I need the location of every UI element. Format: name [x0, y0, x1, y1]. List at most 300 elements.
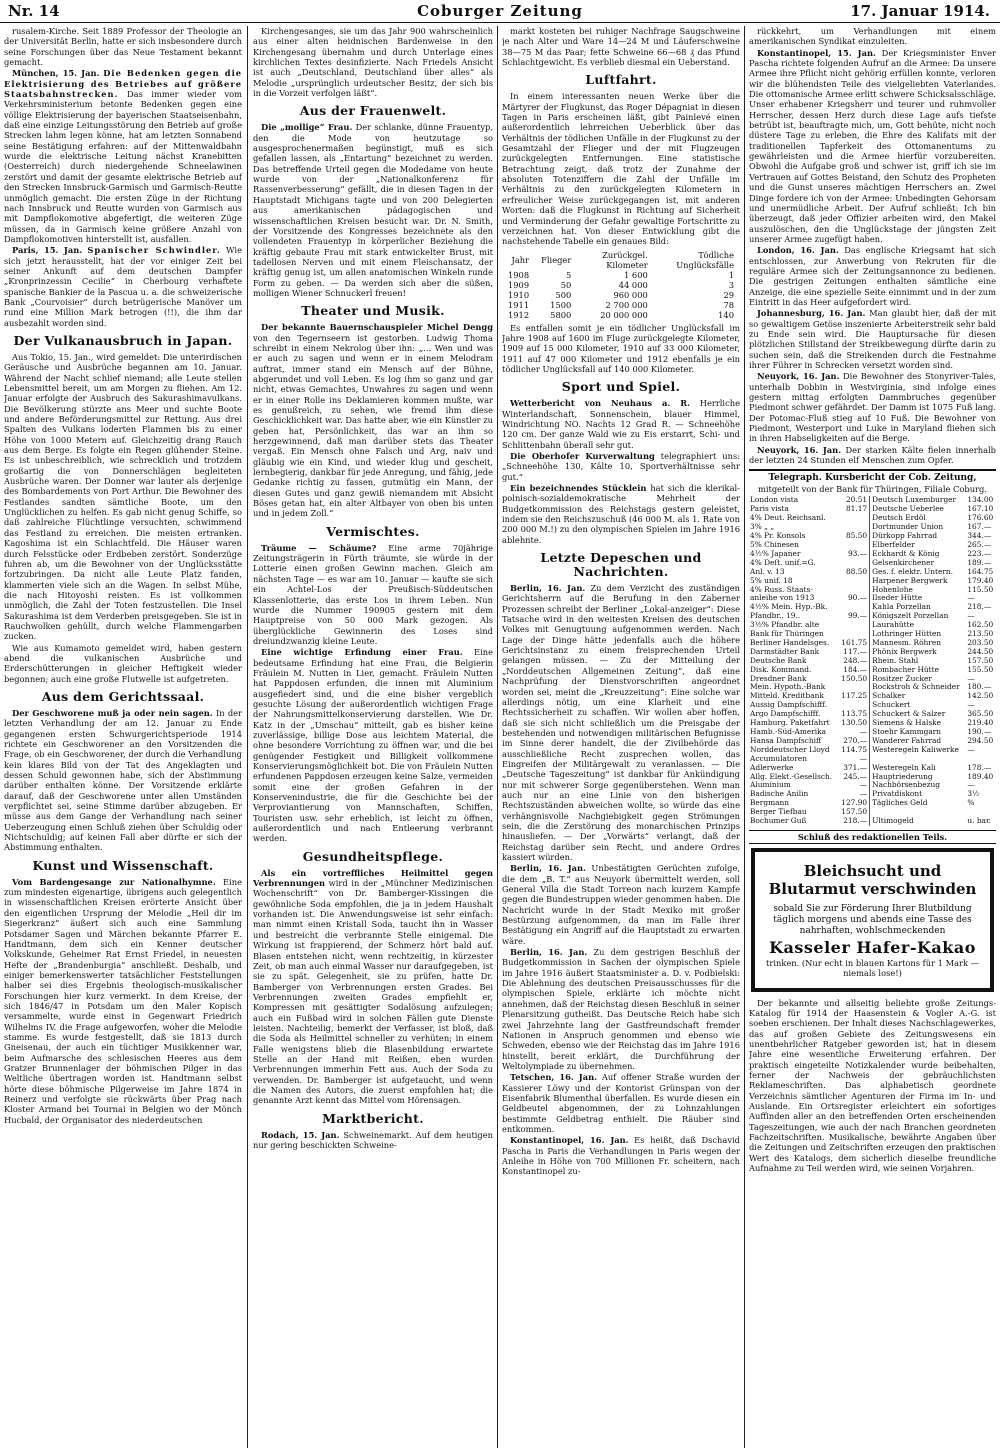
- dateline: Neuyork, 16. Jan.: [757, 371, 840, 382]
- stock-quote-row: [749, 630, 996, 639]
- security-name: 4½% Mein. Hyp.-Bk.: [750, 603, 828, 612]
- article-text: Kirchengesanges, sie um das Jahr 900 wahrscheinlich aus einer alten heidnischen Bardenweise in den Kirchengesang übernahm und durch Unterlage eines kirchlichen Textes desinfizierte. Nach Friedels Ansicht ist auch „Deutschland, Deutschland über alles“ als Melodie „ursprünglich urdeutscher Besitz, der sich bis in die Vorzeit verfolgen läßt“.: [253, 26, 493, 99]
- dateline: London, 16. Jan.: [757, 245, 839, 256]
- article-text: Auf offener Straße wurden der Kassierer Löwy und der Kontorist Grünspan von der Eisenfabrik Blumenthal überfallen. Es wurde diesen ein Geldbeutel abgenommen, der zu Lohnzahlungen bestimmte Geldbetrag enthielt. Die Räuber sind entkommen.: [502, 1072, 740, 1134]
- security-price: 184.—: [838, 666, 869, 675]
- column-rule: [744, 26, 745, 1448]
- security-price: 134.00: [967, 496, 994, 505]
- security-price: 189.40: [967, 772, 994, 781]
- security-name: Tägliches Geld: [872, 799, 928, 808]
- security-name: 4% Deut. Reichsanl.: [750, 514, 826, 523]
- table-cell: 29: [723, 289, 734, 300]
- security-price: 115.50: [967, 585, 994, 594]
- security-price: 180.—: [967, 683, 992, 692]
- security-price: 90.—: [838, 594, 869, 603]
- security-name: Hohenlohe: [872, 585, 913, 594]
- security-price: 203.50: [967, 638, 994, 647]
- stock-quote-row: [749, 817, 996, 826]
- security-name: 4% Deſt. unif.=G.: [750, 558, 816, 567]
- security-price: 294.50: [967, 736, 994, 745]
- article-text: Herrliche Winterlandschaft, Sonnenschein, blauer Himmel, Windrichtung NO. Nachts 12 Grad R. — Schneehöhe 120 cm. Der ganze Wald wie zu Eis erstarrt, Schi- und Schlittenbahn überall sehr gut.: [502, 398, 740, 450]
- security-price: 365.50: [967, 710, 994, 719]
- table-cell: 2 700 000: [605, 299, 648, 310]
- stock-quote-row: [749, 594, 996, 603]
- ad-text: sobald Sie zur Förderung Ihrer Blutbildung täglich morgens und abends eine Tasse des nahrhaften, wohlschmeckenden: [773, 904, 972, 937]
- security-name: Disk. Kommand.: [750, 665, 812, 674]
- table-cell: 1: [728, 269, 734, 280]
- security-price: [838, 577, 869, 586]
- article-headline: Träume — Schäume?: [261, 542, 377, 553]
- security-price: 176.60: [967, 514, 994, 523]
- section-heading: Aus der Frauenwelt.: [299, 103, 447, 119]
- article-text: Der Kriegsminister Enver Pascha richtete folgenden Aufruf an die Armee: Da unsere Armee ihre Pflicht nicht gehörig erfüllen konnte, verloren wir die blühendsten Teile des vielgeliebten Vaterlandes. Die ottomanische Armee erlitt schwere Schicksalsschläge. Unser erhabener Kriegsherr und teurer und ruhmvoller Herrscher, dessen Herz durch diese Lage aufs tiefste betrübt ist, beauftragte mich, um, Gott behüte, nicht noch düstere Tage zu erleben, die Ehre des Kalifats mit der traditionellen Tapferkeit des Ottomanentums zu gewährleisten und die Armee hierfür vorzubereiten. Obwohl die Aufgabe groß und schwer ist, griff ich sie im Vertrauen auf Gottes Beistand, den Schutz des Propheten und die Gunst unseres mächtigen Herrschers an. Zwei Dinge fordere ich von der Armee: Unbedingten Gehorsam und unermüdliche Arbeit. Der Aufruf schließt: Ich bin überzeugt, daß jeder Offizier arbeiten wird, den Makel auszulöschen, den die Unglückstage der jüngsten Zeit unserer Armee zugefügt haben.: [749, 47, 996, 244]
- security-price: 3½: [967, 790, 980, 799]
- security-price: 162.50: [967, 621, 994, 630]
- security-name: Hamburg. Paketfahrt: [750, 719, 830, 728]
- security-name: [870, 755, 967, 764]
- security-name: Norddeutscher Lloyd: [750, 745, 830, 754]
- security-name: Königszelt Porzellan: [872, 612, 949, 621]
- security-price: 164.75: [967, 567, 994, 576]
- article-paris: [4, 245, 242, 328]
- security-name: Privatdiskont: [872, 790, 923, 799]
- dispatch: [502, 947, 740, 1071]
- security-name: Dresdner Bank: [750, 674, 807, 683]
- section-heading: Gesundheitspflege.: [302, 848, 444, 864]
- article-text: telegraphiert uns: „Schneehöhe 130, Kälte 10, Sportverhältnisse sehr gut.“: [502, 450, 740, 482]
- security-name: Deutsche Bank: [750, 656, 807, 665]
- article-text: Die Bewohner des Stonyriver-Tales, unterhalb Dobbin in Westvirginia, sind infolge eines gestern mittag erfolgten Dammbruches gegenüber Piedmont schwer gefährdet. Der Damm ist 1075 Fuß lang. Der Potomac-Fluß stieg auf 10 Fuß. Die Bewohner von Piedmont, Westerport und Luke in Maryland fliehen sich in ihren Habseligkeiten auf die Berge.: [749, 371, 996, 444]
- security-price: [838, 630, 869, 639]
- security-price: 85.50: [838, 532, 869, 541]
- security-price: 20.51: [838, 496, 869, 505]
- security-name: Adlerwerke: [750, 763, 794, 772]
- article-text: Es entfallen somit je ein tödlicher Unglücksfall im Jahre 1908 auf 1600 im Fluge zurückgelegte Kilometer, 1909 auf 15 000 Kilometer, 1910 auf 33 000 Kilometer, 1911 auf 47 000 Kilometer und 1912 ebenfalls je ein tödlicher Unglücksfall auf 140 000 Kilometer.: [502, 322, 740, 374]
- table-cell: 5: [566, 269, 572, 280]
- security-name: Darmstädter Bank: [750, 647, 820, 656]
- security-price: 130.50: [838, 719, 869, 728]
- security-name: Berliner Handelsges.: [750, 638, 830, 647]
- security-price: 93.—: [838, 550, 869, 559]
- security-name: Bank für Thüringen: [750, 630, 824, 639]
- article-text: Schweinemarkt. Auf dem heutigen nur gering beschickten Schweine-: [253, 1129, 493, 1150]
- security-name: 5% unif. 18: [750, 576, 793, 585]
- dispatch: [502, 1135, 740, 1176]
- stock-quote-row: [749, 808, 996, 817]
- table-cell: 500: [555, 289, 572, 300]
- security-name: Bergmann: [750, 799, 790, 808]
- security-name: Badische Anilin: [750, 790, 809, 799]
- security-price: [838, 603, 869, 612]
- article-headline: Der Geschworene muß ja oder nein sagen.: [12, 707, 213, 718]
- security-price: 223.—: [967, 549, 992, 558]
- table-header: Zurückgel. Kilometer: [602, 249, 648, 270]
- dispatch: [749, 48, 996, 245]
- security-price: 157.50: [967, 656, 994, 665]
- security-price: —: [967, 594, 975, 603]
- stock-report-subtitle: mitgeteilt von der Bank für Thüringen, Filiale Coburg.: [758, 484, 987, 495]
- article-erfindung: [253, 647, 493, 844]
- ad-headline: Bleichsucht und Blutarmut verschwinden: [768, 862, 977, 899]
- security-price: 344.—: [967, 532, 992, 541]
- security-name: Deutsch Erdöl: [872, 514, 926, 523]
- security-price: [838, 559, 869, 568]
- security-name: Westeregeln Kaliwerke: [872, 745, 959, 754]
- security-name: Siemens & Halske: [872, 719, 942, 728]
- stock-quote-row: [749, 541, 996, 550]
- security-name: Allg. Elekt.-Gesellsch.: [750, 772, 833, 781]
- section-heading: Aus dem Gerichtssaal.: [41, 688, 205, 704]
- article-text: Zu dem gestrigen Beschluß der Budgetkommission in Sachen der olympischen Spiele im Jahre 1916 äußert Staatsminister a. D. v. Podbielski: Die Ablehnung des deutschen Preisausschusses für die olympischen Spiele, erklärte ich möchte nicht annehmen, daß der Reichstag diesen Beschluß in seiner Plenarsitzung gutheißt. Das Deutsche Reich habe sich zwei Jahrzehnte lang der Gastfreundschaft fremder Nationen in Anspruch genommen und ebenso wie Schweden, ebenso wie der Reichstag das im Jahre 1916 hinstellt, bereit erklärt, die Durchführung der Weltolympiade zu übernehmen.: [502, 947, 740, 1071]
- table-header: Jahr: [511, 254, 530, 265]
- security-name: Laurahütte: [872, 621, 914, 630]
- security-price: 265.—: [967, 540, 992, 549]
- masthead: [0, 0, 1000, 23]
- stock-quote-row: [749, 514, 996, 523]
- stock-quote-row: [749, 577, 996, 586]
- stock-quote-row: [749, 701, 996, 710]
- security-name: Rositzer Zucker: [872, 674, 932, 683]
- stock-quote-row: [749, 728, 996, 737]
- security-price: [838, 523, 869, 532]
- security-name: anleihe von 1913: [750, 594, 815, 603]
- security-name: 4½% Japaner: [750, 549, 801, 558]
- stock-quote-row: [749, 719, 996, 728]
- article-text: hat sich die klerikal-polnisch-sozialdemokratische Mehrheit der Budgetkommission des Reichstags gestern geleistet, indem sie den Reichszuschuß (46 000 M. als 1. Rate von 200 000 M.!) zu den olympischen Spielen im Jahre 1916 ablehnte.: [502, 483, 740, 545]
- stock-quote-row: [749, 550, 996, 559]
- table-cell: 50: [560, 279, 572, 290]
- security-name: Hauptriederung: [872, 772, 933, 781]
- dateline: Rodach, 15. Jan.: [261, 1129, 340, 1140]
- dispatch: [749, 371, 996, 443]
- stock-quote-row: [749, 496, 996, 505]
- table-cell: 1911: [508, 299, 530, 310]
- security-price: —: [838, 781, 869, 790]
- security-price: 248.—: [838, 657, 869, 666]
- security-name: Schuckert & Salzer: [872, 710, 946, 719]
- ad-product-name: Kasseler Hafer-Kakao: [769, 938, 976, 958]
- article-text: markt kosteten bei ruhiger Nachfrage Saugschweine je nach Alter und Ware 14—24 M und Läuferschweine 38—75 M das Paar; fette Schweine 66—68 ₰ das Pfund Schlachtgewicht. Es verblieb diesmal ein Ueberstand.: [502, 26, 740, 68]
- article-gericht: [4, 708, 242, 853]
- security-name: Aussig Dampfschifff.: [750, 701, 828, 710]
- security-price: 213.50: [967, 630, 994, 639]
- security-name: Deutsch Luxemburger: [872, 496, 957, 505]
- table-row: [502, 300, 740, 310]
- security-name: London vista: [750, 496, 799, 505]
- article-headline: Die „mollige“ Frau.: [261, 122, 353, 133]
- security-price: 157.50: [838, 808, 869, 817]
- stock-quote-row: [749, 746, 996, 755]
- stock-quote-row: [749, 799, 996, 808]
- article-traeume: [253, 543, 493, 646]
- security-price: 81.17: [838, 505, 869, 514]
- article-text: Das englische Kriegsamt hat sich entschlossen, zur Anwerbung von Rekruten für die reguläre Armee sich der Zeitungsannonce zu bedienen. Die gestrigen Zeitungen enthalten sämtliche eine Anzeige, die eine spezielle Seite einnimmt und in der zum Eintritt in das Heer aufgefordert wird.: [749, 245, 996, 307]
- stock-quote-row: [749, 710, 996, 719]
- stock-quote-row: [749, 773, 996, 782]
- table-cell: 44 000: [618, 279, 648, 290]
- stock-quote-row: [749, 523, 996, 532]
- article-headline: Der bekannte Bauernschauspieler Michel Dengg: [261, 322, 493, 333]
- stock-quote-row: [749, 764, 996, 773]
- security-price: —: [838, 728, 869, 737]
- dispatch: [749, 445, 996, 466]
- security-name: Harpener Bergwerk: [872, 576, 948, 585]
- security-name: 4% Pr. Konsols: [750, 532, 806, 541]
- stock-quote-row: [749, 692, 996, 701]
- table-row: [502, 310, 740, 320]
- security-price: 117.—: [838, 648, 869, 657]
- section-heading: Sport und Spiel.: [561, 379, 681, 395]
- security-name: Kahla Porzellan: [872, 603, 931, 612]
- security-price: 244.50: [967, 647, 994, 656]
- security-price: —: [967, 612, 975, 621]
- table-header-row: [502, 250, 740, 270]
- security-price: 117.25: [838, 692, 869, 701]
- article-text: In einem interessanten neuen Werke über die Märtyrer der Flugkunst, das Roger Dépagniat in diesen Tagen in Paris erscheinen läßt, gibt Painlevé einen außerordentlich lehrreichen Ueberblick über das Verhältnis der tödlichen Unfälle in der Flugkunst zu der Gesamtzahl der Flieger und der mit Flugzeugen zurückgelegten Entfernungen. Eine statistische Betrachtung zeigt, daß trotz der Zunahme der absoluten Totenziffern die Zahl der Unfälle im Verhältnis zu den zurückgelegten Kilometern in erfreulicher Weise zurückgegangen ist, mit anderen Worten: daß die Flugkunst in Richtung auf Sicherheit und Verminderung der Gefahr gewaltige Fortschritte zu verzeichnen hat. Von dieser Entwicklung gibt die nachstehende Tabelle ein genaues Bild:: [502, 91, 740, 247]
- table-cell: 1912: [508, 309, 530, 320]
- stock-quote-row: [749, 568, 996, 577]
- dateline: Paris, 15. Jan.: [12, 245, 83, 256]
- article-text: Aus Tokio, 15. Jan., wird gemeldet: Die unterirdischen Geräusche und Ausbrüche begannen am 10. Januar. Während der Nacht schlief niemand; alle Leute stellen Lebensmittel bereit, um am Morgen zu fliehen. Am 12. Januar erfolgte der Ausbruch des Sakurashimavulkans. Die Bevölkerung stürzte ans Meer und suchte Boote und andere Beförderungsmittel zur Rettung. Aus drei Spalten des Vulkans loderten Flammen bis zu einer Höhe von 1000 Metern auf. Gleichzeitig drang Rauch aus dem Berge. Es folgte ein Regen glühender Steine. Es ist unbeschreiblich, wie schrecklich und trotzdem großartig die von Donnerschlägen begleiteten Ausbrüche waren. Der Donner war lauter als derjenige des Bombardements von Port Arthur. Die Bewohner des Festlandes sandten sämtliche Boote, um den Unglücklichen zu helfen. Es gab nicht genug Schiffe, so daß zahlreiche Flüchtlinge versuchten, schwimmend das Festland zu erreichen. Die meisten ertranken. Kagoshima ist ein Schlachtfeld. Die Häuser waren durch Felsstücke oder Erdbeben zerstört. Sonderzüge fuhren ab, um die Bewohner von der Unglücksstätte fortzubringen. Da nicht alle Leute Platz fanden, klammerten viele sich an die Wagen. In selbst Mühe, die nach Hitoyoshi reisten. Es ist vollkommen unmöglich, die Zahl der Toten festzustellen. Die Insel Sakurashima ist dem Verderben preisgegeben. Sie ist in Rauchwolken gehüllt, durch welche Flammengarben zucken.: [4, 351, 242, 642]
- security-name: Nachbörsenbezug: [872, 781, 941, 790]
- stock-quote-row: [749, 790, 996, 799]
- security-price: [838, 701, 869, 710]
- article-markt: [253, 1130, 493, 1151]
- article-wetter: [502, 398, 740, 450]
- security-price: —: [967, 745, 975, 754]
- table-header: Flieger: [541, 254, 572, 265]
- dateline: Konstantinopel, 16. Jan.: [510, 1135, 629, 1146]
- table-cell: 78: [723, 299, 734, 310]
- issue-date: 17. Januar 1914.: [850, 2, 990, 20]
- table-cell: 1910: [508, 289, 530, 300]
- dispatch: [502, 1072, 740, 1134]
- stock-quote-row: [749, 657, 996, 666]
- table-row: [502, 270, 740, 280]
- article-headline: Die Oberhofer Kurverwaltung: [510, 450, 655, 461]
- security-name: Schuckert: [872, 701, 911, 710]
- article-lead: Spanischer Schwindler.: [87, 245, 221, 256]
- article-text: Das immer wieder vom Verkehrsministerium betonte Bedenken gegen eine völlige Elektrisierung der bayerischen Staatseisenbahn, daß eine einzige Leitungsstörung den Betrieb auf große Strecken lahm legen könne, hat am letzten Sonnabend seine Bestätigung erfahren: auf der Mittenwaldbahn wurde die elektrische Leitung nächst Kranebitten (Oesterreich) durch niedergehende Schneelawinen zerstört und damit der gesamte elektrische Betrieb auf den Strecken Innsbruck-Garmisch und Garmisch-Reutte unmöglich gemacht. Die ersten Züge in der Richtung nach Innsbruck und Reutte wurden von Garmisch aus mit Dampflokomotive abgefertigt, die weiteren Züge müssen, da in Garmisch keine größere Anzahl von Dampflokomotiven hinterstellt ist, ausfallen.: [4, 89, 242, 244]
- article-stuecklein: [502, 483, 740, 545]
- section-heading: Luftfahrt.: [585, 72, 657, 88]
- stock-quote-row: [749, 505, 996, 514]
- security-price: 150.50: [838, 675, 869, 684]
- article-text: rückkehrt, um Verhandlungen mit einem amerikanischen Syndikat einzuleiten.: [749, 26, 996, 47]
- security-price: 167.10: [967, 505, 994, 514]
- security-price: 178.—: [967, 763, 992, 772]
- article-text: Der schlanke, dünne Frauentyp, den die Mode von heutzutage so ausgesprochenermaßen begünstigt, muß es sich gefallen lassen, als „Entartung“ bezeichnet zu werden. Das betreffende Urteil gegen die Modedame von heute wurde von der „Nationalkonferenz für Rassenverbesserung“ gefällt, die in diesen Tagen in der Hauptstadt Michigans tagte und von 200 Delegierten aus amerikanischen pädagogischen und wissenschaftlichen Kreisen besucht war. Dr. N. Smith, der Vorsitzende des Kongresses bezeichnete als den vollendeten Frauentyp in körperlicher Beziehung die kräftig gebaute Frau mit stark entwickelter Brust, mit tadellosen Nerven und mit einem Fleischansatz, der kräftig genug ist, um allen anatomischen Winkeln runde Form zu geben. — Da werden sich aber die süßen, molligen Wiener Schnuckerl freuen!: [253, 122, 493, 298]
- section-heading: Marktbericht.: [322, 1110, 424, 1126]
- security-price: [838, 541, 869, 550]
- security-name: Rhein. Stahl: [872, 656, 919, 665]
- security-price: 218.—: [838, 817, 869, 826]
- stock-quote-row: [749, 639, 996, 648]
- article-gesund: [253, 868, 493, 1106]
- stock-quote-row: [749, 612, 996, 621]
- security-name: Ilseder Hütte: [872, 594, 923, 603]
- security-name: Ges. f. elektr. Untern.: [872, 567, 954, 576]
- table-row: [502, 280, 740, 290]
- security-price: 219.40: [967, 719, 994, 728]
- table-cell: 3: [728, 279, 734, 290]
- stock-quote-table: [749, 496, 996, 826]
- security-name: Mein. Hypoth.-Bank: [750, 683, 826, 692]
- security-name: 5% Chinesen: [750, 540, 799, 549]
- security-price: 127.90: [838, 799, 869, 808]
- stock-quote-row: [749, 675, 996, 684]
- dateline: Berlin, 16. Jan.: [510, 863, 586, 874]
- security-name: Rockstroh & Schneider: [872, 683, 960, 692]
- article-text: In der letzten Verhandlung der am 12. Januar zu Ende gegangenen ersten Schwurgerichtsperiode 1914 richtete ein Geschworener an den Vorsitzenden die Frage, ob ein Geschworener, der durch die Verhandlung kein klares Bild von der Tat des Angeklagten und dessen Schuld gewonnen habe, sich der Abstimmung darüber enthalten könne. Der Vorsitzende erklärte darauf, daß der Geschworene unter allen Umständen verpflichtet sei, seine Stimme darüber abzugeben. Er müsse aus dem Gange der Verhandlung nach seiner Ueberzeugung einen Schluß ziehen über Schuldig oder Nichtschuldig; auf keinen Fall aber dürfte er sich der Abstimmung enthalten.: [4, 707, 242, 853]
- table-cell: 960 000: [613, 289, 648, 300]
- security-price: 88.50: [838, 568, 869, 577]
- stock-quote-row: [749, 586, 996, 595]
- article-kunst: [4, 877, 242, 1125]
- column-3: [502, 26, 740, 1446]
- security-name: Wanderer Fahrrad: [872, 736, 942, 745]
- table-cell: 5800: [550, 309, 572, 320]
- article-text: Wie sich jetzt herausstellt, hat der vor einiger Zeit bei seiner Ankunft auf dem deutschen Dampfer „Kronprinzessin Cecilie“ in Cherbourg verhaftete spanische Bankier de la Pascua u. a. die schweizerische Bank „Courvoisier“ durch betrügerische Manöver um rund eine Million Mark betrogen (!!), die ihm dar ausbezahlt worden sind.: [4, 245, 242, 328]
- security-price: [966, 755, 996, 764]
- stock-quote-row: [749, 683, 996, 692]
- column-4: [749, 26, 996, 1446]
- section-heading: Kunst und Wissenschaft.: [32, 857, 214, 873]
- security-price: 161.75: [838, 639, 869, 648]
- security-name: Anl. v. 13: [750, 567, 785, 576]
- security-price: [838, 586, 869, 595]
- security-name: Accumulatoren: [750, 754, 807, 763]
- security-price: 167.—: [967, 523, 992, 532]
- section-heading: Letzte Depeschen und Nachrichten.: [540, 550, 702, 580]
- section-heading: Theater und Musik.: [301, 303, 445, 319]
- security-name: 4% Russ. Staats-: [750, 585, 813, 594]
- article-lead: Die Bedenken gegen die Elektrisierung des Betriebes auf größere Staatsbahnstrecken.: [4, 68, 242, 100]
- security-price: 155.50: [967, 665, 994, 674]
- security-name: Berger Tiefbau: [750, 808, 807, 817]
- article-text: rusalem-Kirche. Seit 1889 Professor der Theologie an der Universität Berlin, hatte er sich insbesondere durch seine Forschungen über das Neue Testament bekannt gemacht.: [4, 26, 242, 68]
- article-text: Der starken Kälte fielen innerhalb der letzten 24 Stunden elf Menschen zum Opfer.: [749, 444, 996, 466]
- article-headline: Ein bezeichnendes Stücklein: [510, 483, 647, 493]
- article-text: Man glaubt hier, daß der mit so gewaltigem Getöse inszenierte Arbeiterstreik sehr bald zu Ende sein wird. Die Hauptursache für diesen plötzlichen Stillstand der Streikbewegung dürfte darin zu suchen sein, daß die Streikenden durch die Festnahme ihrer Führer in Schrecken versetzt worden sind.: [749, 308, 996, 370]
- stock-quote-row: [749, 737, 996, 746]
- stock-quote-row: [749, 648, 996, 657]
- security-name: Mannesm. Röhren: [872, 638, 941, 647]
- article-text: Eine zum mindesten eigenartige, übrigens auch gelegentlich in wissenschaftlichen Kreisen erörterte Ansicht über den eigentlichen Ursprung der Melodie „Heil dir im Siegerkranz“ äußert sich auch eine Sammlung Potsdamer Sagen und Märchen bekannte Pfarrer E. Handtmann, dem sich ein Kenner deutscher Volkskunde, Geheimer Rat Ernst Friedel, in neuesten Hefte der „Brandenburgia“ anschließt. Deshalb, und einiger bemerkenswerter tatsächlicher Feststellungen halber sei dies Ergebnis theologisch-musikalischer Forschungen hier kurz vermerkt. In dem Kreise, der sich 1846/47 in Potsdam um den Maler Kopisch versammelte, wurde einst in Gegenwart Friedrich Wilhelms IV. die Frage aufgeworfen, woher die Melodie stamme. Es wurde festgestellt, daß sie 1813 durch Gneisenau, der auch ein tüchtiger Musikkenner war, beim Aufmarsche des schlesischen Heeres aus dem Gratzer Brunnenlager der böhmischen Pilger in das Weltliche übertragen worden ist. Handtmann selbst hörte diese böhmische Pilgerweise im Jahre 1874 in Reinerz und verfolgte sie rückwärts über Prag nach Kloster Armand bei Tournai in Belgien wo der Mönch Hucbald, der Organisator des niederdeutschen: [4, 876, 242, 1125]
- dispatch: [749, 308, 996, 370]
- security-price: [838, 683, 869, 692]
- table-cell: 1500: [550, 299, 572, 310]
- section-heading: Vermischtes.: [326, 523, 420, 539]
- dateline: Neuyork, 16. Jan.: [757, 444, 842, 455]
- dateline: Berlin, 16. Jan.: [510, 947, 588, 958]
- security-name: 3½% Pfandbr. alte: [750, 621, 820, 630]
- security-name: Mitteld. Kreditbank: [750, 692, 824, 701]
- table-cell: 1909: [508, 279, 530, 290]
- security-name: Hansa Dampfschiff: [750, 736, 822, 745]
- ad-text: trinken. (Nur echt in blauen Kartons für 1 Mark — niemals lose!): [766, 957, 979, 978]
- security-price: 142.50: [967, 692, 994, 701]
- security-price: 371.—: [838, 764, 869, 773]
- security-name: Aluminium: [750, 781, 791, 790]
- article-theater: [253, 322, 493, 519]
- security-name: Gelsenkirchener: [872, 558, 935, 567]
- article-text: Unbestätigten Gerüchten zufolge, die dem „B. T.“ aus Neuyork übermittelt werden, soll General Villa die Stadt Torreon nach kurzem Kampfe gegen die Bundestruppen wieder genommen haben. Die Nachricht wurde in der Stadt Mexiko mit großer Bestürzung aufgenommen, da man im Falle ihrer Bestätigung ein Angriff auf die Hauptstadt zu erwarten wäre.: [502, 863, 740, 946]
- security-price: 270.—: [838, 737, 869, 746]
- security-price: —: [838, 755, 869, 764]
- column-rule: [497, 26, 498, 1448]
- article-text: Wie aus Kumamoto gemeldet wird, haben gestern abend die vulkanischen Ausbrüche und Erderschütterungen in gleicher Heftigkeit wieder begonnen; auch eine große Flutwelle ist aufgetreten.: [4, 642, 242, 684]
- article-text: Eine arme 70jährige Zeitungsträgerin in Fürth träumte, sie würde in der Lotterie einen großen Gewinn machen. Gleich am nächsten Tage — es war am 10. Januar — kaufte sie sich ein Achtel-Los der Preußisch-Süddeutschen Klassenlotterie, das erste Los in ihrem Leben. Nun wurde die Nummer 190905 gestern mit dem Hauptpreise von 50 000 Mark gezogen. Als überglückliche Gewinnerin des Loses sind dreiundzwanzig kleine Leute.: [253, 542, 493, 646]
- security-price: —: [838, 790, 869, 799]
- dispatch: [502, 583, 740, 862]
- security-price: [838, 621, 869, 630]
- security-price: 114.75: [838, 746, 869, 755]
- security-name: 3% „ „: [750, 523, 775, 532]
- security-price: 99.—: [838, 612, 869, 621]
- article-headline: Vom Bardengesange zur Nationalhymne.: [12, 876, 216, 887]
- security-name: Elberfelder: [872, 540, 915, 549]
- security-price: —: [967, 674, 975, 683]
- article-oberhof: [502, 451, 740, 482]
- table-cell: 20 000 000: [600, 309, 648, 320]
- security-name: Ultimogeld: [872, 817, 914, 826]
- stock-quote-row: [749, 532, 996, 541]
- table-cell: 140: [718, 309, 734, 320]
- security-price: %: [967, 799, 975, 808]
- security-name: Eckhardt & König: [872, 549, 940, 558]
- dateline: Tetschen, 16. Jan.: [510, 1072, 598, 1083]
- stock-quote-row: [749, 603, 996, 612]
- security-name: Dürkopp Fahrrad: [872, 532, 938, 541]
- article-text: von den Tegernseern ist gestorben. Ludwig Thoma schreibt in einem Nekrolog über ihn: „... Wen und was er auch zu sagen und wenn er in einem Melodram auftrat, immer stand ein Mensch auf der Bühne, abgerundet und voll Leben. Es log ihm so ganz und gar nicht, etwas Gemachtes, Unwahres zu sagen und wenn er in einer Rolle ins Deklamieren kommen mußte, war es genußreich, zu sehen, wie fremd ihm diese Geschicklichkeit war. Das hatte aber, wie ein Künstler zu geben hat, Persönlichkeit, das war an ihm so herzgewinnend, daß man darüber stets das Theater vergaß. Ein Mensch ohne Falsch und Arg, naiv und gläubig wie ein Kind, und wieder klug und gescheit, lernbegierig, dankbar für jede Anregung, und fähig, jede Gedanke richtig zu fassen, gutmütig ein Mann, der diesen Gutes und ganz gewiß niemandem mit Absicht Böses getan hat, ein alter Altbayer von oben bis unten und in jedem Zoll.“: [253, 332, 493, 519]
- table-cell: 1908: [508, 269, 530, 280]
- security-name: [870, 808, 967, 817]
- security-price: 113.75: [838, 710, 869, 719]
- security-name: Argo Dampfschifff.: [750, 710, 821, 719]
- article-muenchen: [4, 68, 242, 244]
- table-header: Tödliche Unglücksfälle: [676, 249, 734, 270]
- stock-report-title: Telegraph. Kursbericht der Cob. Zeitung,: [749, 469, 996, 484]
- security-name: Bochumer Guß: [750, 817, 807, 826]
- stock-quote-row: [749, 621, 996, 630]
- security-name: Rombacher Hütte: [872, 665, 939, 674]
- security-name: Lothringer Hütten: [872, 630, 942, 639]
- article-headline: Eine wichtige Erfindung einer Frau.: [261, 647, 463, 658]
- security-price: —: [967, 701, 975, 710]
- flight-statistics-table: [502, 250, 740, 320]
- security-price: u. bar.: [967, 817, 992, 826]
- table-row: [502, 290, 740, 300]
- table-cell: 1 600: [624, 269, 648, 280]
- security-price: 190.—: [967, 728, 992, 736]
- stock-quote-row: [749, 755, 996, 764]
- security-name: Pfandbr., 19..: [750, 612, 801, 621]
- article-headline: Wetterbericht von Neuhaus a. R.: [510, 398, 690, 409]
- dateline: München, 15. Jan.: [12, 68, 100, 79]
- article-headline: Als ein vortreffliches Heilmittel gegen Verbrennungen: [253, 867, 493, 889]
- dateline: Johannesburg, 16. Jan.: [757, 308, 866, 319]
- column-rule: [247, 26, 248, 1448]
- security-name: Paris vista: [750, 505, 789, 514]
- security-price: 218.—: [967, 603, 992, 612]
- security-name: Stoehr Kammgarn: [872, 728, 942, 736]
- issue-number: Nr. 14: [8, 2, 60, 20]
- article-text: Eine bedeutsame Erfindung hat eine Frau, die Belgierin Fräulein M. Nutten in Lier, gemacht. Fräulein Nutten hat Pappdosen erfunden, die innen mit Aluminium ausgefiedert sind, und die eine bisher vergeblich gesuchte Lösung der außerordentlich wichtigen Frage der Nahrungsmittelkonservierung darstellen. Wie Dr. Katz in der „Umschau“ mitteilt, gab es bisher keine zuverlässige, billige Dose aus leichtem Material, die ohne besondere Vorrichtung zu öffnen war, und die bei genügender Festigkeit und Billigkeit vollkommene Konservierungsmöglichkeit bot. Die von Fräulein Nutten erfundenen Pappdosen erzeugen keine Salze, vermeiden somit eine der großen Gefahren in der Konservenindustrie, die für die Geschichte bei der Verproviantierung von Mannschaften, Schiffen, Touristen usw. sehr erheblich, ist leicht zu öffnen, außerordentlich und nach Entleerung verbrannt werden.: [253, 647, 493, 844]
- security-name: Deutsche Ueberlee: [872, 505, 944, 514]
- advertisement-hafer-kakao: [751, 848, 994, 991]
- article-text: Der bekannte und allseitig beliebte große Zeitungs-Katalog für 1914 der Haasenstein & Vogler A.-G. ist soeben erschienen. Der Inhalt dieses Nachschlagewerkes, das auf großen Gebiete des Zeitungswesens ein unentbehrlicher Ratgeber geworden ist, hat in diesem Jahre eine wesentliche Erweiterung erfahren. Der praktisch eingeteilte Notizkalender wurde beibehalten, ferner der Nachweis der gebräuchlichsten Reklameschriften. Das alphabetisch geordnete Verzeichnis sämtlicher Agenturen der Firma im In- und Auslande. Ein Ortsregister erleichtert ein sofortiges Auffinden aller an den betreffenden Orten erscheinenden Tageszeitungen, wie auch der nach Branchen geordneten Fachzeitschriften. Musikalische, bewährte Angaben über die Zeitungen und Zeitschriften erzeugen den praktischen Wert des Katalogs, dem sicherlich dieselbe freundliche Aufnahme zu Teil werden wird, wie seinen Vorjahren.: [749, 997, 996, 1174]
